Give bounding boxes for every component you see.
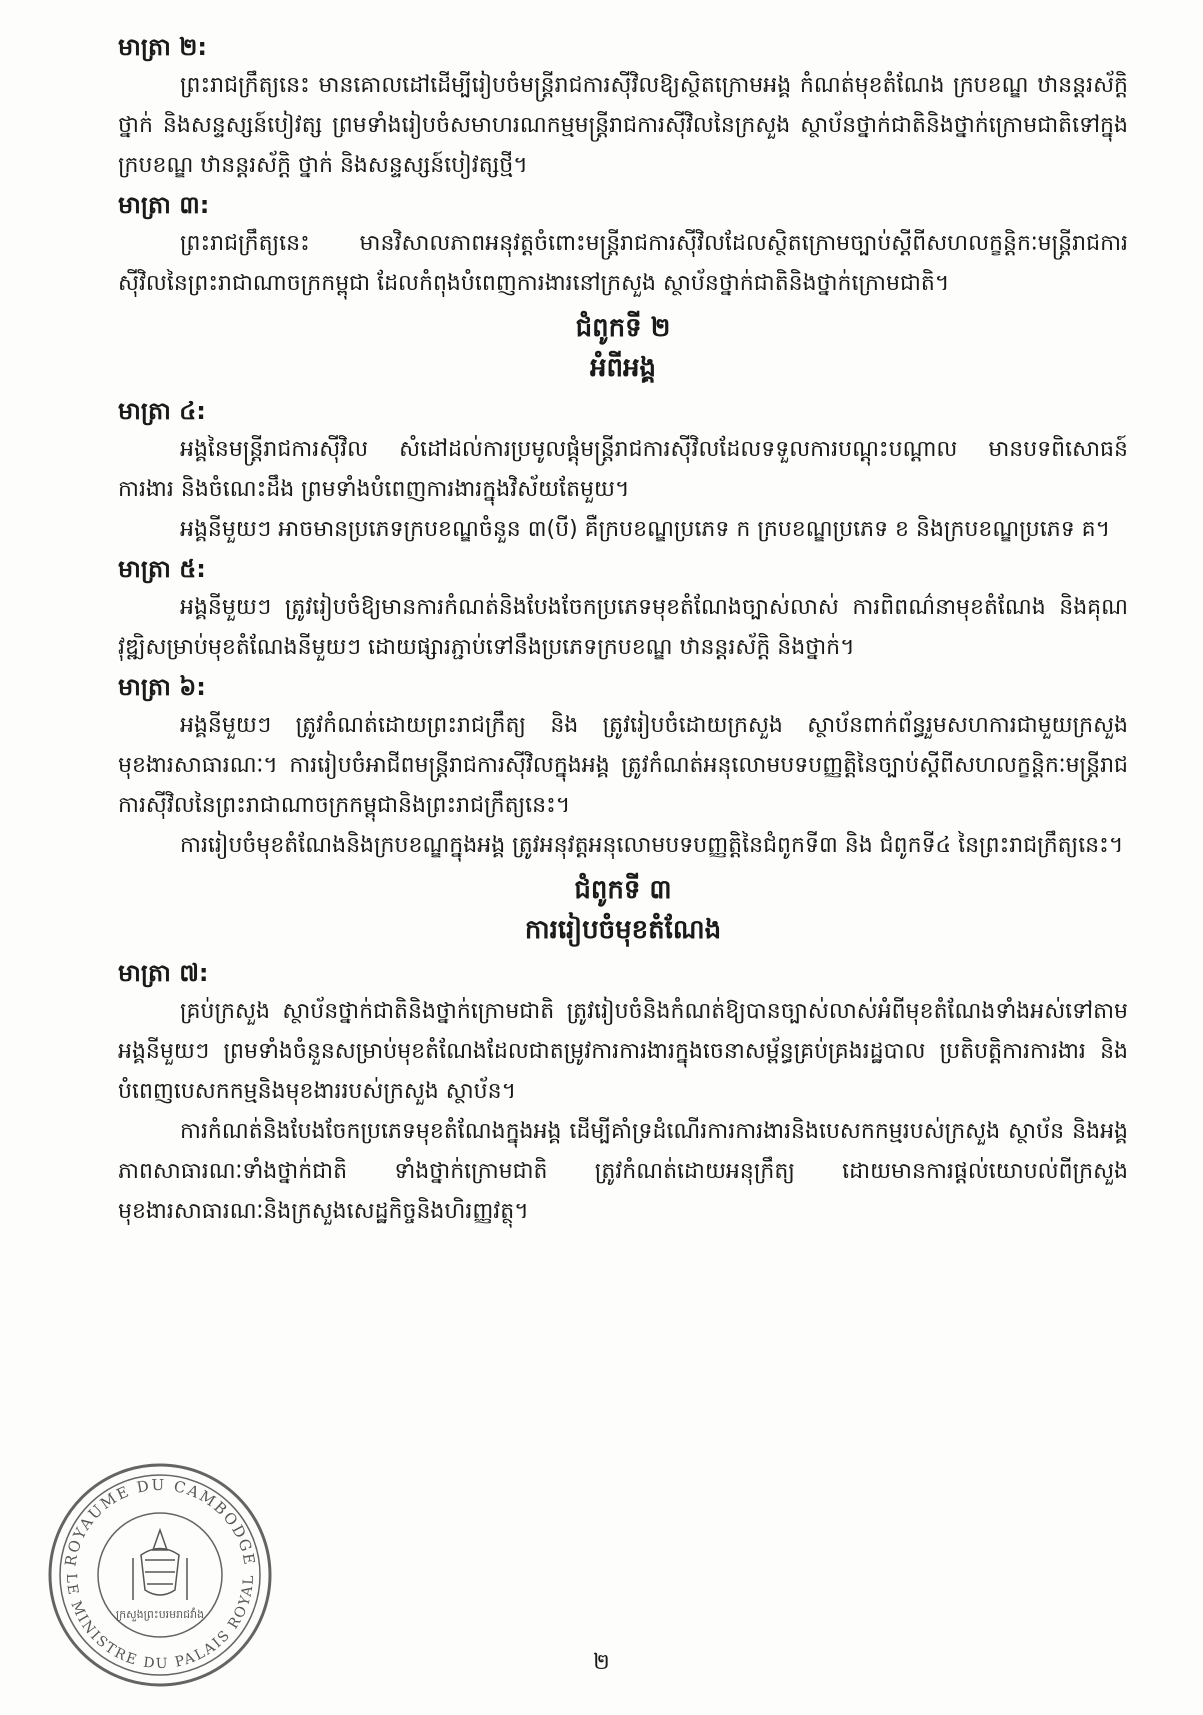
article-3-heading: មាត្រា ៣: — [118, 191, 210, 219]
royal-crest-icon — [133, 1530, 187, 1600]
article-7-paragraph-1: គ្រប់ក្រសួង ស្ថាប័នថ្នាក់ជាតិនិងថ្នាក់ក្រោមជាតិ ត្រូវរៀបចំនិងកំណត់ឱ្យបានច្បាស់លាស់អំពីមុខតំណែងទាំងអស់ទៅតាមអង្គនីមួយៗ ព្រមទាំងចំនួនសម្រាប់មុខតំណែងដែលជាតម្រូវការការងារក្នុងចេនាសម្ព័ន្ធគ្រប់គ្រងរដ្ឋបាល ប្រតិបត្តិការការងារ និងបំពេញបេសកកម្មនិងមុខងាររបស់ក្រសួង ស្ថាប័ន។ — [118, 999, 1128, 1104]
article-3-paragraph: ព្រះរាជក្រឹត្យនេះ មានវិសាលភាពអនុវត្តចំពោះមន្ត្រីរាជការស៊ីវិលដែលស្ថិតក្រោមច្បាប់ស្តីពីសហលក្ខន្តិកៈមន្ត្រីរាជការស៊ីវិលនៃព្រះរាជាណាចក្រកម្ពុជា ដែលកំពុងបំពេញការងារនៅក្រសួង ស្ថាប័នថ្នាក់ជាតិនិងថ្នាក់ក្រោមជាតិ។ — [118, 231, 1128, 296]
article-2-heading: មាត្រា ២: — [118, 33, 207, 61]
chapter-2-title: អំពីអង្គ — [589, 353, 656, 383]
document-body — [118, 28, 1128, 1232]
article-5-paragraph: អង្គនីមួយៗ ត្រូវរៀបចំឱ្យមានការកំណត់និងបែងចែកប្រភេទមុខតំណែងច្បាស់លាស់ ការពិពណ៌នាមុខតំណែង និងគុណវុឌ្ឍិសម្រាប់មុខតំណែងនីមួយៗ ដោយផ្សារភ្ជាប់ទៅនឹងប្រភេទក្របខណ្ឌ ឋានន្តរស័ក្តិ និងថ្នាក់។ — [118, 595, 1128, 660]
seal-top-text: ROYAUME DU CAMBODGE — [61, 1475, 259, 1568]
chapter-3-title: ការរៀបចំមុខតំណែង — [524, 915, 722, 945]
seal-inner-text: ក្រសួងព្រះបរមរាជវាំង — [115, 1608, 205, 1621]
article-4-heading: មាត្រា ៤: — [118, 397, 206, 425]
article-7-heading: មាត្រា ៧: — [118, 959, 209, 987]
article-4-paragraph-2: អង្គនីមួយៗ អាចមានប្រភេទក្របខណ្ឌចំនួន ៣(បី) គឺក្របខណ្ឌប្រភេទ ក ក្របខណ្ឌប្រភេទ ខ និងក្របខណ្ឌប្រភេទ គ។ — [180, 517, 1111, 542]
chapter-2-number: ជំពូកទី ២ — [575, 313, 671, 343]
article-4-paragraph-1: អង្គនៃមន្ត្រីរាជការស៊ីវិល សំដៅដល់ការប្រមូលផ្តុំមន្ត្រីរាជការស៊ីវិលដែលទទួលការបណ្តុះបណ្តាល មានបទពិសោធន៍ការងារ និងចំណេះដឹង ព្រមទាំងបំពេញការងារក្នុងវិស័យតែមួយ។ — [118, 437, 1128, 502]
article-7-paragraph-2: ការកំណត់និងបែងចែកប្រភេទមុខតំណែងក្នុងអង្គ ដើម្បីគាំទ្រដំណើរការការងារនិងបេសកកម្មរបស់ក្រសួង ស្ថាប័ន និងអង្គភាពសាធារណៈទាំងថ្នាក់ជាតិ ទាំងថ្នាក់ក្រោមជាតិ ត្រូវកំណត់ដោយអនុក្រឹត្យ ដោយមានការផ្តល់យោបល់ពីក្រសួងមុខងារសាធារណៈនិងក្រសួងសេដ្ឋកិច្ចនិងហិរញ្ញវត្ថុ។ — [118, 1119, 1128, 1224]
seal-bottom-text: LE MINISTRE DU PALAIS ROYAL — [62, 1573, 258, 1673]
article-6-heading: មាត្រា ៦: — [118, 673, 206, 701]
chapter-2-heading — [118, 308, 1128, 388]
chapter-3-number: ជំពូកទី ៣ — [574, 875, 672, 905]
article-6-paragraph-2: ការរៀបចំមុខតំណែងនិងក្របខណ្ឌក្នុងអង្គ ត្រូវអនុវត្តអនុលោមបទបញ្ញត្តិនៃជំពូកទី៣ និង ជំពូកទី៤ នៃព្រះរាជក្រឹត្យនេះ។ — [180, 833, 1124, 858]
article-6-paragraph-1: អង្គនីមួយៗ ត្រូវកំណត់ដោយព្រះរាជក្រឹត្យ និង ត្រូវរៀបចំដោយក្រសួង ស្ថាប័នពាក់ព័ន្ធរួមសហការជាមួយក្រសួងមុខងារសាធារណៈ។ ការរៀបចំអាជីពមន្ត្រីរាជការស៊ីវិលក្នុងអង្គ ត្រូវកំណត់អនុលោមបទបញ្ញត្តិនៃច្បាប់ស្តីពីសហលក្ខន្តិកៈមន្ត្រីរាជការស៊ីវិលនៃព្រះរាជាណាចក្រកម្ពុជានិងព្រះរាជក្រឹត្យនេះ។ — [118, 713, 1128, 818]
article-5-heading: មាត្រា ៥: — [118, 555, 206, 583]
article-2-paragraph: ព្រះរាជក្រឹត្យនេះ មានគោលដៅដើម្បីរៀបចំមន្ត្រីរាជការស៊ីវិលឱ្យស្ថិតក្រោមអង្គ កំណត់មុខតំណែង ក្របខណ្ឌ ឋានន្តរស័ក្តិ ថ្នាក់ និងសន្ទស្សន៍បៀវត្ស ព្រមទាំងរៀបចំសមាហរណកម្មមន្ត្រីរាជការស៊ីវិលនៃក្រសួង ស្ថាប័នថ្នាក់ជាតិនិងថ្នាក់ក្រោមជាតិទៅក្នុងក្របខណ្ឌ ឋានន្តរស័ក្តិ ថ្នាក់ និងសន្ទស្សន៍បៀវត្សថ្មី។ — [118, 73, 1128, 178]
chapter-3-heading — [118, 870, 1128, 950]
page-number: ២ — [593, 1650, 610, 1675]
